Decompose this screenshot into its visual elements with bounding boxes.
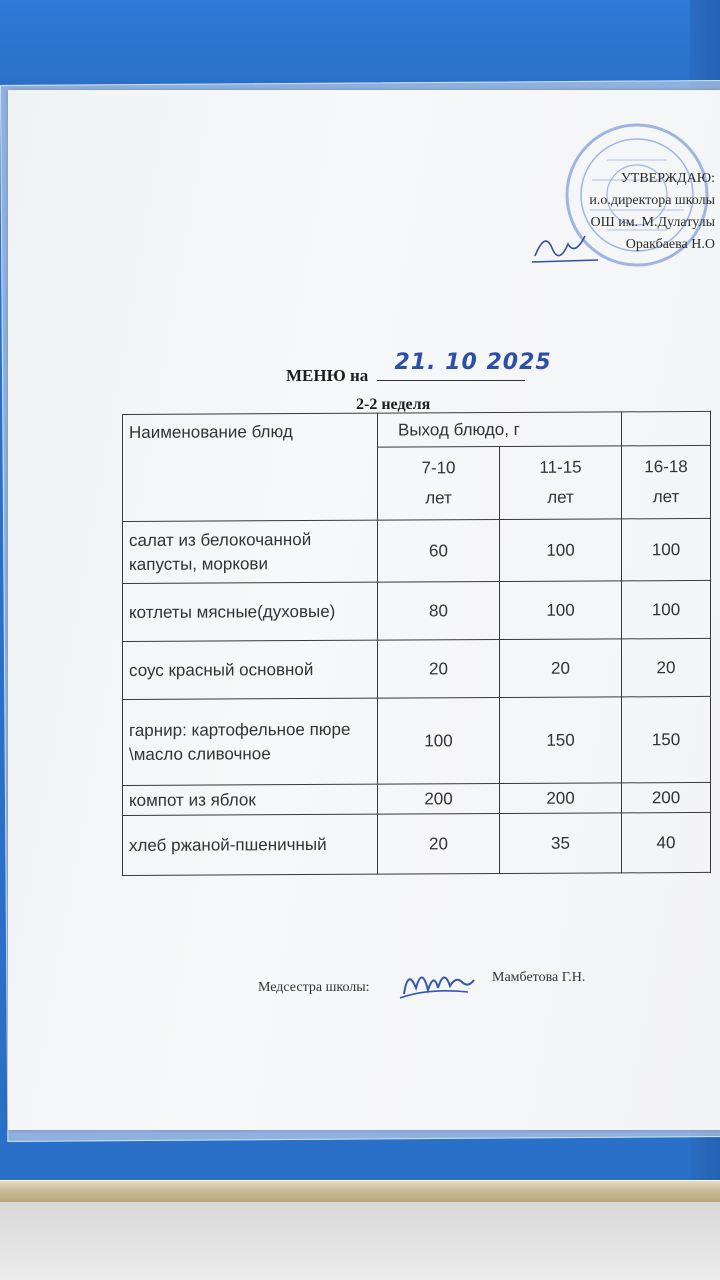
dish-name: гарнир: картофельное пюре \масло сливочное — [123, 698, 378, 785]
dish-name: компот из яблок — [123, 784, 378, 815]
menu-title: МЕНЮ на — [286, 366, 369, 385]
portion-16-18: 200 — [622, 782, 711, 812]
table-row — [123, 782, 711, 815]
age-group-1 — [378, 447, 500, 521]
table-header-row — [123, 411, 711, 448]
table-row — [123, 638, 711, 699]
portion-11-15: 20 — [500, 639, 622, 698]
nurse-signature-icon — [398, 958, 478, 1004]
menu-title-row — [286, 350, 552, 386]
portion-7-10: 20 — [378, 640, 500, 699]
portion-16-18: 20 — [622, 638, 711, 696]
table-row — [123, 812, 711, 875]
portion-16-18: 100 — [622, 518, 711, 580]
menu-table — [122, 411, 711, 876]
approval-signer: Оракбаева Н.О — [625, 237, 715, 252]
nurse-name: Мамбетова Г.Н. — [492, 970, 586, 985]
portion-16-18: 40 — [622, 812, 711, 872]
nurse-label: Медсестра школы: — [258, 980, 370, 995]
dish-name: салат из белокочанной капусты, моркови — [123, 520, 378, 583]
table-row — [123, 696, 711, 785]
age-group-2 — [500, 446, 622, 520]
handwritten-date: 21. 10 2025 — [394, 350, 552, 375]
portion-7-10: 100 — [378, 698, 500, 785]
portion-16-18: 150 — [622, 696, 711, 782]
week-label: 2-2 неделя — [356, 396, 431, 413]
column-header-dish: Наименование блюд — [123, 413, 378, 521]
portion-11-15: 200 — [500, 783, 622, 814]
date-underline — [377, 350, 552, 381]
wall-background — [0, 1202, 720, 1280]
table-row — [123, 518, 711, 583]
age-unit-1: лет — [425, 488, 452, 508]
column-header-yield: Выход блюдо, г — [378, 412, 622, 447]
age-group-3 — [622, 445, 711, 518]
portion-7-10: 200 — [378, 784, 500, 815]
portion-11-15: 35 — [500, 813, 622, 874]
portion-16-18: 100 — [622, 580, 711, 638]
portion-7-10: 80 — [378, 582, 500, 641]
age-range-3: 16-18 — [644, 457, 688, 477]
dish-name: хлеб ржаной-пшеничный — [123, 814, 378, 875]
portion-11-15: 100 — [500, 519, 622, 582]
table-row — [123, 580, 711, 641]
approval-position: и.о.директора школы — [589, 193, 715, 208]
portion-11-15: 150 — [500, 697, 622, 784]
age-range-1: 7-10 — [421, 458, 456, 478]
approval-heading: УТВЕРЖДАЮ: — [620, 171, 715, 186]
age-unit-2: лет — [547, 487, 574, 507]
director-signature-icon — [530, 226, 600, 266]
dish-name: соус красный основной — [123, 640, 378, 699]
portion-7-10: 60 — [378, 520, 500, 583]
dish-name: котлеты мясные(духовые) — [123, 582, 378, 641]
approval-school: ОШ им. М.Дулатулы — [590, 215, 715, 230]
age-unit-3: лет — [652, 487, 680, 507]
age-range-2: 11-15 — [539, 457, 582, 477]
portion-7-10: 20 — [378, 814, 500, 875]
empty-header-cell — [622, 411, 711, 445]
portion-11-15: 100 — [500, 581, 622, 640]
gold-frame-edge — [0, 1180, 720, 1203]
